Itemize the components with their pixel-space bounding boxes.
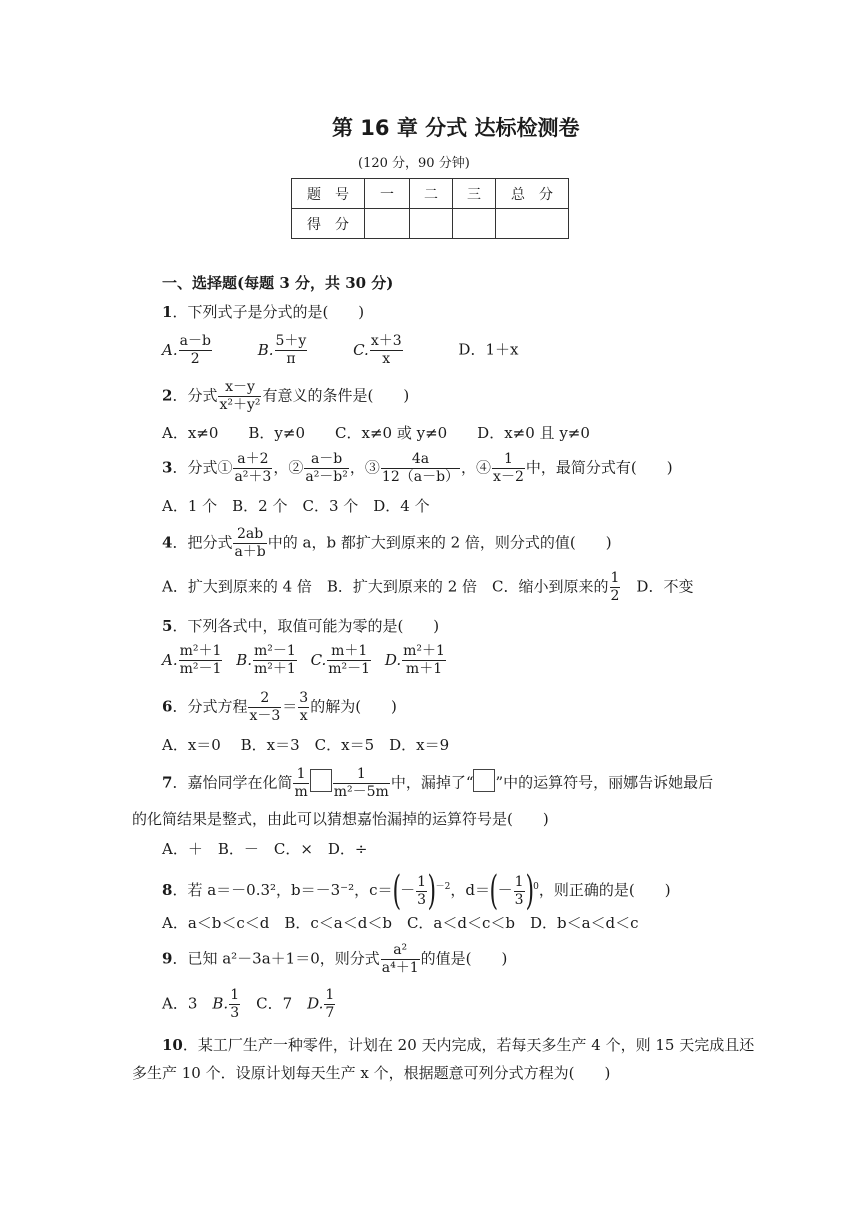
question-text: ”中的运算符号，丽娜告诉她最后 (495, 773, 714, 792)
question-8-stem (162, 868, 671, 914)
score-input-cell[interactable] (410, 209, 453, 239)
numerator: 1 (514, 873, 524, 890)
option-label: B. (212, 994, 229, 1013)
numerator: a＋2 (233, 451, 272, 469)
question-number: 8 (162, 881, 173, 899)
numerator: 1 (492, 451, 525, 469)
question-text: ．分式 (172, 386, 218, 405)
question-text: 中的 a，b 都扩大到原来的 2 倍，则分式的值( ) (267, 533, 612, 552)
numerator: 5＋y (275, 333, 307, 349)
question-number: 1 (162, 303, 173, 321)
separator: ，③ (349, 458, 380, 477)
fraction (514, 874, 525, 909)
question-7-line2: 的化简结果是整式，由此可以猜想嘉怡漏掉的运算符号是( ) (132, 810, 549, 828)
fraction (416, 874, 427, 909)
blank-box (310, 769, 332, 792)
question-1-stem (162, 305, 364, 320)
question-number: 5 (162, 617, 173, 635)
question-text: 中，漏掉了“ (390, 773, 474, 792)
question-number: 3 (162, 458, 173, 477)
numerator: x－y (218, 379, 261, 397)
left-paren: ( (392, 868, 401, 914)
question-text: 的值是( ) (420, 949, 508, 968)
exponent: －2 (435, 882, 451, 892)
question-7-options[interactable]: A．＋ B．－ C．× D．÷ (162, 840, 368, 858)
numerator: m²＋1 (403, 643, 445, 659)
denominator: m²－1 (328, 661, 371, 677)
fraction (179, 333, 212, 368)
option-c[interactable]: C．7 (241, 994, 308, 1013)
question-text: ．若 a＝－0.3²，b＝－3⁻²，c＝ (172, 881, 393, 899)
denominator: 7 (325, 1005, 335, 1021)
numerator: 4a (381, 451, 460, 469)
score-cell: 一 (365, 179, 410, 209)
page-title: 第 16 章 分式 达标检测卷 (332, 116, 580, 140)
fraction (248, 690, 281, 725)
option-b[interactable] (257, 333, 309, 367)
score-cell: 二 (410, 179, 453, 209)
option-a[interactable] (162, 333, 213, 367)
question-10-line2: 多生产 10 个．设原计划每天生产 x 个，根据题意可列分式方程为( ) (132, 1064, 611, 1082)
fraction (381, 451, 460, 486)
fraction (218, 379, 261, 414)
numerator: 1 (325, 987, 335, 1003)
option-b[interactable] (236, 643, 298, 677)
question-4-stem (162, 526, 612, 561)
denominator: x (299, 708, 308, 724)
denominator: m＋1 (405, 661, 443, 677)
denominator: 2 (610, 588, 620, 604)
section-heading: 一、选择题(每题 3 分，共 30 分) (162, 274, 394, 292)
score-cell: 题 号 (292, 179, 365, 209)
separator: ，② (273, 458, 304, 477)
score-table-header-row (292, 179, 569, 209)
option-a[interactable]: A．3 (162, 994, 213, 1013)
option-label: C. (310, 650, 327, 669)
option-text: D．不变 (621, 577, 694, 596)
numerator: m²－1 (253, 643, 296, 659)
option-d[interactable] (384, 643, 447, 677)
fraction (293, 766, 308, 801)
denominator: 2 (190, 351, 200, 367)
question-7-stem (162, 766, 713, 801)
fraction (233, 451, 272, 486)
denominator: π (286, 351, 296, 367)
question-text: ，则正确的是( ) (538, 881, 671, 899)
right-paren: ) (525, 868, 534, 914)
question-8-options[interactable]: A．a＜b＜c＜d B．c＜a＜d＜b C．a＜d＜c＜b D．b＜a＜d＜c (162, 914, 639, 932)
question-3-stem (162, 451, 673, 486)
score-cell: 得 分 (292, 209, 365, 239)
fraction (492, 451, 525, 486)
numerator: a－b (304, 451, 349, 469)
page-subtitle: (120 分，90 分钟) (358, 156, 470, 171)
denominator: m²－5m (333, 784, 389, 800)
option-label: A. (162, 650, 178, 669)
option-a[interactable] (162, 643, 223, 677)
denominator: m²＋1 (253, 661, 296, 677)
question-text: ，d＝ (450, 881, 490, 899)
exponent: 0 (533, 882, 539, 892)
numerator: 1 (333, 766, 390, 784)
blank-box (473, 769, 495, 792)
numerator: 1 (610, 570, 620, 586)
question-9-options[interactable] (162, 987, 336, 1022)
denominator: x (382, 351, 391, 367)
question-text: ．已知 a²－3a＋1＝0，则分式 (172, 949, 380, 968)
denominator: a²－b² (305, 469, 348, 485)
score-cell: 总 分 (496, 179, 569, 209)
question-text: ．嘉怡同学在化简 (172, 773, 293, 792)
question-text: ．下列式子是分式的是( ) (172, 303, 365, 321)
question-number: 4 (162, 533, 173, 552)
denominator: x²＋y² (219, 397, 261, 413)
right-paren: ) (427, 868, 437, 914)
separator: ，④ (461, 458, 492, 477)
fraction (333, 766, 390, 801)
numerator: 1 (293, 766, 308, 784)
question-number: 7 (162, 773, 173, 792)
question-9-stem (162, 942, 507, 977)
numerator: a² (381, 942, 420, 960)
score-cell: 三 (453, 179, 496, 209)
option-text: A．扩大到原来的 4 倍 B．扩大到原来的 2 倍 C．缩小到原来的 (162, 577, 609, 596)
option-d[interactable]: D．1＋x (458, 340, 519, 359)
numerator: 2 (248, 690, 281, 708)
minus-sign: － (400, 881, 416, 899)
denominator: m (294, 784, 308, 800)
question-number: 6 (162, 697, 173, 716)
numerator: 2ab (233, 526, 266, 544)
score-input-cell[interactable] (496, 209, 569, 239)
question-text: ．把分式 (172, 533, 233, 552)
question-text: ．下列各式中，取值可能为零的是( ) (172, 617, 440, 635)
question-6-options[interactable]: A．x＝0 B．x＝3 C．x＝5 D．x＝9 (162, 736, 450, 754)
question-text: 中，最简分式有( ) (525, 458, 673, 477)
option-label: B. (236, 650, 252, 669)
fraction (402, 643, 446, 678)
question-6-stem (162, 690, 397, 725)
denominator: 3 (514, 891, 524, 908)
score-input-cell[interactable] (365, 209, 410, 239)
denominator: 3 (230, 1005, 240, 1021)
numerator: 3 (299, 690, 309, 706)
numerator: x＋3 (370, 333, 402, 349)
numerator: m²＋1 (179, 643, 222, 659)
fraction (253, 643, 297, 678)
question-text: ．分式① (172, 458, 233, 477)
question-4-options[interactable] (162, 570, 693, 605)
question-text: 的解为( ) (310, 697, 397, 716)
option-label: C. (353, 340, 369, 359)
question-text: ．分式方程 (172, 697, 248, 716)
denominator: 3 (417, 891, 427, 908)
denominator: 12（a－b） (381, 469, 460, 485)
numerator: 1 (417, 873, 427, 890)
denominator: a²＋3 (234, 469, 272, 485)
fraction (381, 942, 420, 977)
fraction (229, 987, 240, 1022)
question-number: 10 (162, 1036, 183, 1054)
question-5-options (162, 643, 447, 678)
score-input-cell[interactable] (453, 209, 496, 239)
fraction (324, 987, 335, 1022)
option-label: B. (257, 340, 274, 359)
numerator: 1 (230, 987, 240, 1003)
option-c[interactable] (310, 643, 373, 677)
fraction (304, 451, 349, 486)
fraction (610, 570, 621, 605)
question-3-options[interactable]: A．1 个 B．2 个 C．3 个 D．4 个 (162, 497, 430, 515)
fraction (275, 333, 308, 368)
question-1-options (162, 333, 518, 368)
question-text: 有意义的条件是( ) (262, 386, 410, 405)
score-table (291, 178, 569, 239)
fraction (233, 526, 266, 561)
denominator: a⁴＋1 (381, 960, 419, 976)
denominator: x－3 (249, 708, 281, 724)
denominator: m²－1 (179, 661, 222, 677)
question-number: 9 (162, 949, 173, 968)
numerator: m＋1 (327, 643, 371, 661)
fraction (327, 643, 371, 678)
score-table-score-row (292, 209, 569, 239)
option-label: D. (307, 994, 324, 1013)
fraction (179, 643, 223, 678)
denominator: a＋b (234, 544, 266, 560)
question-2-stem (162, 379, 409, 414)
option-c[interactable] (353, 333, 404, 367)
option-label: D. (384, 650, 402, 669)
question-5-stem (162, 619, 439, 634)
fraction (298, 690, 309, 725)
left-paren: ( (489, 868, 499, 914)
question-number: 2 (162, 386, 173, 405)
minus-sign: － (497, 881, 513, 899)
question-text: ．某工厂生产一种零件，计划在 20 天内完成，若每天多生产 4 个，则 15 天完成且还 (182, 1036, 755, 1054)
fraction (370, 333, 403, 368)
question-10-stem (162, 1038, 754, 1053)
option-label: A. (162, 340, 178, 359)
denominator: x－2 (493, 469, 524, 485)
numerator: a－b (179, 333, 211, 349)
question-2-options[interactable]: A．x≠0 B．y≠0 C．x≠0 或 y≠0 D．x≠0 且 y≠0 (162, 424, 590, 442)
equals-sign: ＝ (282, 697, 298, 716)
